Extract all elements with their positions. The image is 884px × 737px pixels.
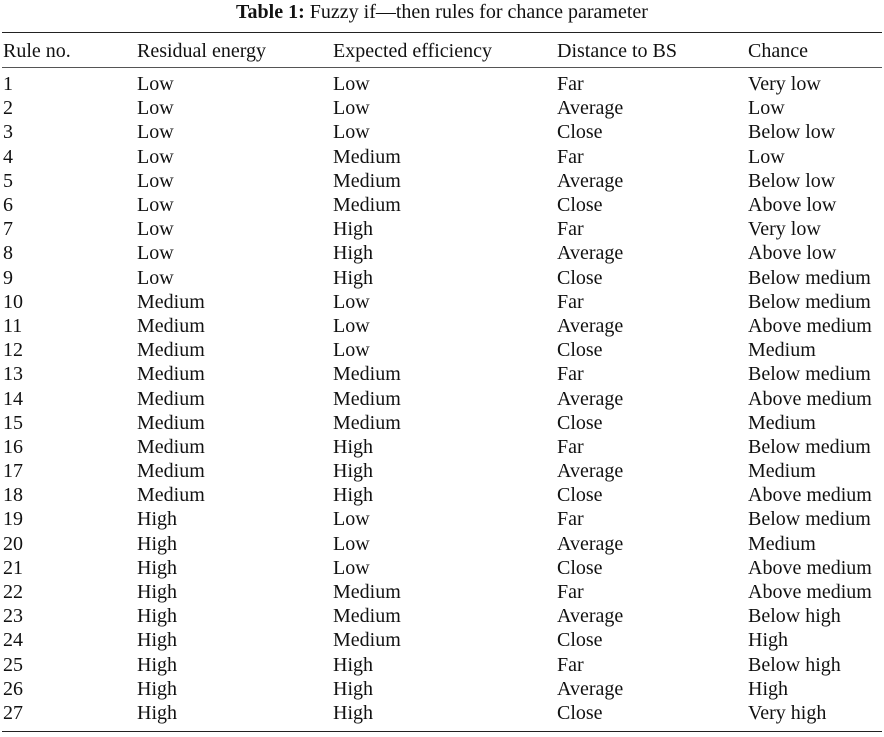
cell-expected-efficiency: Medium [333, 194, 401, 217]
cell-residual-energy: High [137, 653, 177, 676]
table-row [0, 411, 884, 435]
cell-expected-efficiency: Low [333, 339, 370, 362]
cell-residual-energy: High [137, 701, 177, 724]
cell-rule-no: 11 [3, 314, 23, 337]
cell-chance: High [748, 677, 788, 700]
cell-expected-efficiency: Low [333, 121, 370, 144]
cell-residual-energy: High [137, 556, 177, 579]
cell-expected-efficiency: Low [333, 508, 370, 531]
cell-chance: Below medium [748, 435, 871, 458]
cell-distance-to-bs: Close [557, 411, 603, 434]
cell-residual-energy: Medium [137, 484, 205, 507]
cell-residual-energy: Low [137, 242, 174, 265]
cell-chance: Above medium [748, 581, 872, 604]
table-top-rule [2, 32, 882, 33]
header-residual-energy: Residual energy [137, 40, 267, 62]
cell-expected-efficiency: Medium [333, 387, 401, 410]
cell-chance: Below medium [748, 508, 871, 531]
cell-expected-efficiency: High [333, 242, 373, 265]
cell-chance: Very low [748, 218, 821, 241]
cell-residual-energy: Low [137, 73, 174, 96]
cell-chance: Below high [748, 653, 841, 676]
table-row [0, 386, 884, 410]
cell-expected-efficiency: Medium [333, 605, 401, 628]
table-row [0, 580, 884, 604]
cell-distance-to-bs: Far [557, 73, 584, 96]
cell-expected-efficiency: Low [333, 290, 370, 313]
cell-residual-energy: Low [137, 194, 174, 217]
cell-residual-energy: Medium [137, 435, 205, 458]
cell-distance-to-bs: Far [557, 218, 584, 241]
cell-expected-efficiency: High [333, 484, 373, 507]
cell-chance: Medium [748, 460, 816, 483]
table-row [0, 701, 884, 725]
cell-distance-to-bs: Close [557, 701, 603, 724]
table-row [0, 120, 884, 144]
cell-expected-efficiency: High [333, 218, 373, 241]
table-row [0, 70, 884, 96]
cell-residual-energy: Low [137, 97, 174, 120]
cell-expected-efficiency: Medium [333, 581, 401, 604]
table-bottom-rule [2, 731, 882, 732]
cell-chance: Above medium [748, 484, 872, 507]
table-row [0, 628, 884, 652]
table-row [0, 96, 884, 120]
cell-chance: Medium [748, 532, 816, 555]
cell-distance-to-bs: Close [557, 629, 603, 652]
cell-distance-to-bs: Close [557, 121, 603, 144]
cell-chance: Above low [748, 194, 837, 217]
cell-rule-no: 3 [3, 121, 13, 144]
cell-chance: Very high [748, 701, 827, 724]
cell-rule-no: 9 [3, 266, 13, 289]
header-expected-efficiency: Expected efficiency [333, 40, 492, 62]
cell-rule-no: 12 [3, 339, 23, 362]
table-caption-text: Fuzzy if—then rules for chance parameter [309, 1, 648, 23]
cell-rule-no: 23 [3, 605, 23, 628]
cell-rule-no: 10 [3, 290, 23, 313]
cell-residual-energy: Medium [137, 339, 205, 362]
cell-residual-energy: Medium [137, 314, 205, 337]
cell-expected-efficiency: Medium [333, 145, 401, 168]
cell-expected-efficiency: High [333, 266, 373, 289]
cell-distance-to-bs: Far [557, 581, 584, 604]
cell-rule-no: 19 [3, 508, 23, 531]
cell-residual-energy: High [137, 677, 177, 700]
cell-expected-efficiency: Medium [333, 363, 401, 386]
table-row [0, 532, 884, 556]
table-header-row [0, 36, 884, 70]
cell-residual-energy: Medium [137, 460, 205, 483]
cell-chance: Below medium [748, 290, 871, 313]
cell-expected-efficiency: Low [333, 532, 370, 555]
cell-rule-no: 8 [3, 242, 13, 265]
table-row [0, 653, 884, 677]
cell-chance: Above low [748, 242, 837, 265]
cell-rule-no: 7 [3, 218, 13, 241]
cell-rule-no: 5 [3, 169, 13, 192]
cell-chance: High [748, 629, 788, 652]
cell-chance: Low [748, 145, 785, 168]
table-row [0, 604, 884, 628]
cell-chance: Below low [748, 169, 836, 192]
cell-distance-to-bs: Far [557, 145, 584, 168]
table-row [0, 338, 884, 362]
cell-chance: Below high [748, 605, 841, 628]
table-row [0, 435, 884, 459]
cell-distance-to-bs: Average [557, 314, 624, 337]
table-row [0, 193, 884, 217]
cell-rule-no: 22 [3, 581, 23, 604]
cell-residual-energy: Medium [137, 290, 205, 313]
cell-distance-to-bs: Close [557, 484, 603, 507]
cell-rule-no: 27 [3, 701, 23, 724]
cell-distance-to-bs: Far [557, 290, 584, 313]
cell-distance-to-bs: Far [557, 508, 584, 531]
table-row [0, 362, 884, 386]
cell-residual-energy: High [137, 605, 177, 628]
table-row [0, 145, 884, 169]
cell-residual-energy: Low [137, 121, 174, 144]
cell-distance-to-bs: Close [557, 194, 603, 217]
cell-chance: Low [748, 97, 785, 120]
cell-chance: Above medium [748, 556, 872, 579]
table-caption-label: Table 1: [236, 1, 305, 23]
cell-chance: Below medium [748, 266, 871, 289]
cell-rule-no: 2 [3, 97, 13, 120]
cell-residual-energy: High [137, 581, 177, 604]
table-row [0, 483, 884, 507]
cell-rule-no: 20 [3, 532, 23, 555]
cell-residual-energy: Low [137, 169, 174, 192]
cell-residual-energy: High [137, 629, 177, 652]
cell-expected-efficiency: Medium [333, 411, 401, 434]
cell-distance-to-bs: Average [557, 677, 624, 700]
cell-chance: Medium [748, 339, 816, 362]
cell-rule-no: 17 [3, 460, 23, 483]
table-row [0, 169, 884, 193]
cell-expected-efficiency: Low [333, 97, 370, 120]
cell-chance: Above medium [748, 387, 872, 410]
cell-distance-to-bs: Far [557, 435, 584, 458]
table-row [0, 290, 884, 314]
cell-expected-efficiency: High [333, 653, 373, 676]
cell-distance-to-bs: Close [557, 339, 603, 362]
cell-residual-energy: Low [137, 145, 174, 168]
cell-distance-to-bs: Far [557, 363, 584, 386]
cell-residual-energy: Medium [137, 411, 205, 434]
cell-expected-efficiency: Medium [333, 629, 401, 652]
cell-rule-no: 21 [3, 556, 23, 579]
cell-expected-efficiency: Medium [333, 169, 401, 192]
table-row [0, 677, 884, 701]
cell-chance: Medium [748, 411, 816, 434]
table-body [0, 70, 884, 725]
table-row [0, 241, 884, 265]
cell-residual-energy: High [137, 508, 177, 531]
cell-residual-energy: Low [137, 266, 174, 289]
cell-rule-no: 14 [3, 387, 23, 410]
cell-distance-to-bs: Average [557, 97, 624, 120]
cell-rule-no: 13 [3, 363, 23, 386]
cell-chance: Very low [748, 73, 821, 96]
table-row [0, 314, 884, 338]
cell-distance-to-bs: Close [557, 556, 603, 579]
cell-rule-no: 6 [3, 194, 13, 217]
cell-expected-efficiency: High [333, 460, 373, 483]
cell-rule-no: 18 [3, 484, 23, 507]
cell-expected-efficiency: Low [333, 314, 370, 337]
cell-distance-to-bs: Close [557, 266, 603, 289]
cell-distance-to-bs: Average [557, 387, 624, 410]
cell-residual-energy: High [137, 532, 177, 555]
cell-rule-no: 26 [3, 677, 23, 700]
cell-residual-energy: Medium [137, 387, 205, 410]
cell-chance: Above medium [748, 314, 872, 337]
header-chance: Chance [748, 40, 808, 62]
cell-chance: Below low [748, 121, 836, 144]
cell-rule-no: 25 [3, 653, 23, 676]
cell-distance-to-bs: Far [557, 653, 584, 676]
table-row [0, 266, 884, 290]
cell-distance-to-bs: Average [557, 242, 624, 265]
cell-distance-to-bs: Average [557, 532, 624, 555]
cell-expected-efficiency: High [333, 677, 373, 700]
cell-expected-efficiency: High [333, 435, 373, 458]
cell-rule-no: 4 [3, 145, 13, 168]
table-row [0, 556, 884, 580]
header-distance-to-bs: Distance to BS [557, 40, 677, 62]
cell-distance-to-bs: Average [557, 605, 624, 628]
table-caption [0, 0, 884, 26]
table-header [0, 36, 884, 70]
table-row [0, 507, 884, 531]
cell-rule-no: 15 [3, 411, 23, 434]
cell-residual-energy: Low [137, 218, 174, 241]
cell-rule-no: 16 [3, 435, 23, 458]
fuzzy-rules-table [0, 36, 884, 725]
cell-residual-energy: Medium [137, 363, 205, 386]
header-rule-no: Rule no. [3, 40, 71, 62]
cell-rule-no: 1 [3, 73, 13, 96]
cell-expected-efficiency: High [333, 701, 373, 724]
cell-chance: Below medium [748, 363, 871, 386]
cell-expected-efficiency: Low [333, 73, 370, 96]
cell-rule-no: 24 [3, 629, 23, 652]
cell-expected-efficiency: Low [333, 556, 370, 579]
cell-distance-to-bs: Average [557, 460, 624, 483]
table-row [0, 459, 884, 483]
table-row [0, 217, 884, 241]
cell-distance-to-bs: Average [557, 169, 624, 192]
